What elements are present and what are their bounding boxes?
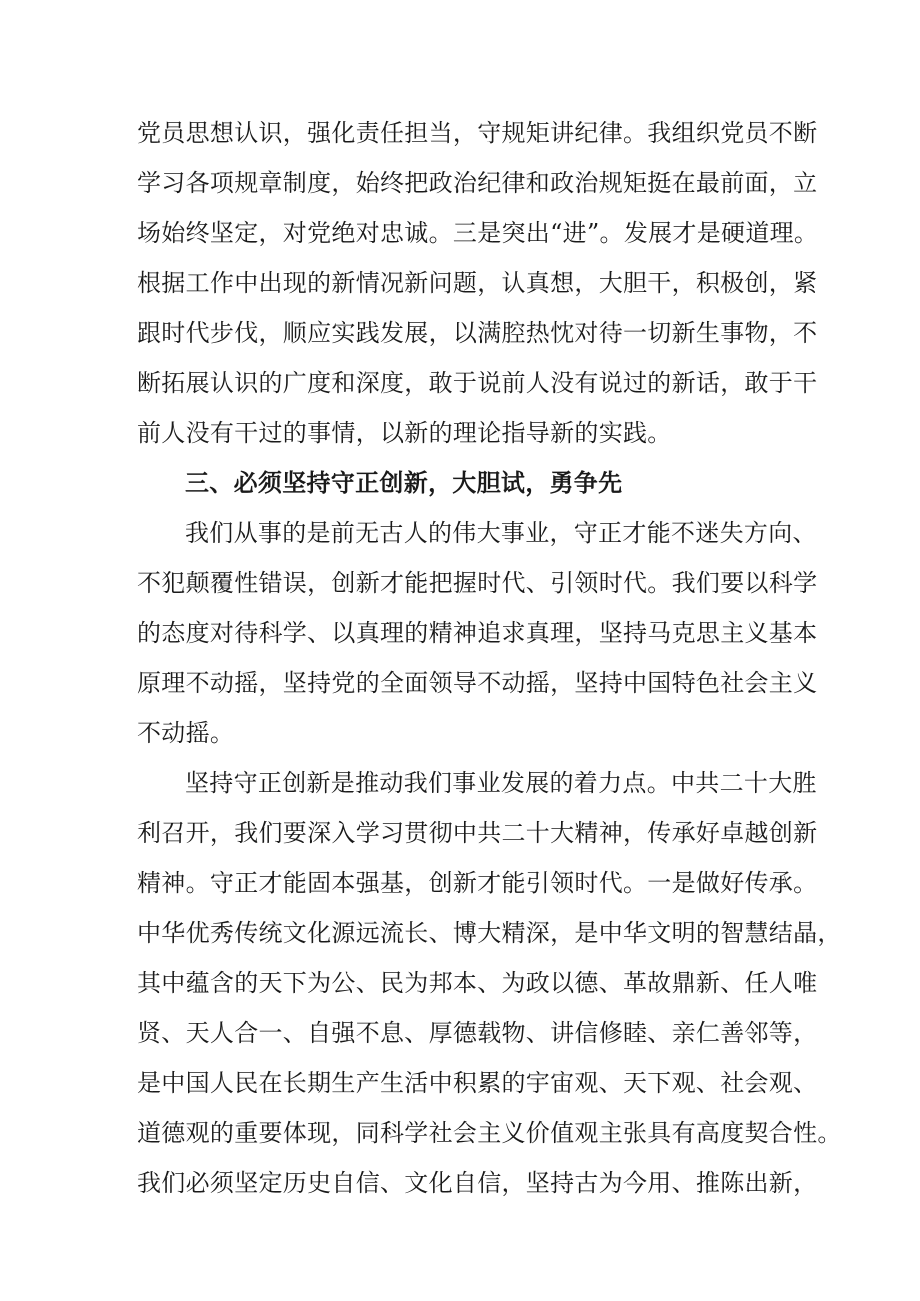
text-line: 坚持守正创新是推动我们事业发展的着力点。中共二十大胜 [185,769,817,797]
text-line: 是中国人民在长期生产生活中积累的宇宙观、天下观、社会观、 [137,1069,818,1097]
text-line: 其中蕴含的天下为公、民为邦本、为政以德、革故鼎新、任人唯 [137,969,818,997]
text-line: 我们从事的是前无古人的伟大事业，守正才能不迷失方向、 [185,519,817,547]
text-line: 党员思想认识，强化责任担当，守规矩讲纪律。我组织党员不断 [137,119,818,147]
text-line: 场始终坚定，对党绝对忠诚。三是突出“进”。发展才是硬道理。 [137,219,819,247]
text-line: 前人没有干过的事情，以新的理论指导新的实践。 [137,419,672,447]
text-line: 的态度对待科学、以真理的精神追求真理，坚持马克思主义基本 [137,619,818,647]
text-line: 跟时代步伐，顺应实践发展，以满腔热忱对待一切新生事物，不 [137,319,818,347]
text-line: 我们必须坚定历史自信、文化自信，坚持古为今用、推陈出新， [137,1169,818,1197]
text-line: 利召开，我们要深入学习贯彻中共二十大精神，传承好卓越创新 [137,819,818,847]
text-line: 中华优秀传统文化源远流长、博大精深，是中华文明的智慧结晶， [137,919,842,947]
text-line: 断拓展认识的广度和深度，敢于说前人没有说过的新话，敢于干 [137,369,818,397]
section-heading: 三、必须坚持守正创新，大胆试，勇争先 [185,469,623,497]
text-line: 学习各项规章制度，始终把政治纪律和政治规矩挺在最前面，立 [137,169,818,197]
text-line: 贤、天人合一、自强不息、厚德载物、讲信修睦、亲仁善邻等， [137,1019,818,1047]
text-line: 不动摇。 [137,719,235,747]
text-line: 精神。守正才能固本强基，创新才能引领时代。一是做好传承。 [137,869,818,897]
text-line: 原理不动摇，坚持党的全面领导不动摇，坚持中国特色社会主义 [137,669,818,697]
text-line: 不犯颠覆性错误，创新才能把握时代、引领时代。我们要以科学 [137,569,818,597]
text-line: 根据工作中出现的新情况新问题，认真想，大胆干，积极创，紧 [137,269,818,297]
text-line: 道德观的重要体现，同科学社会主义价值观主张具有高度契合性。 [137,1119,842,1147]
